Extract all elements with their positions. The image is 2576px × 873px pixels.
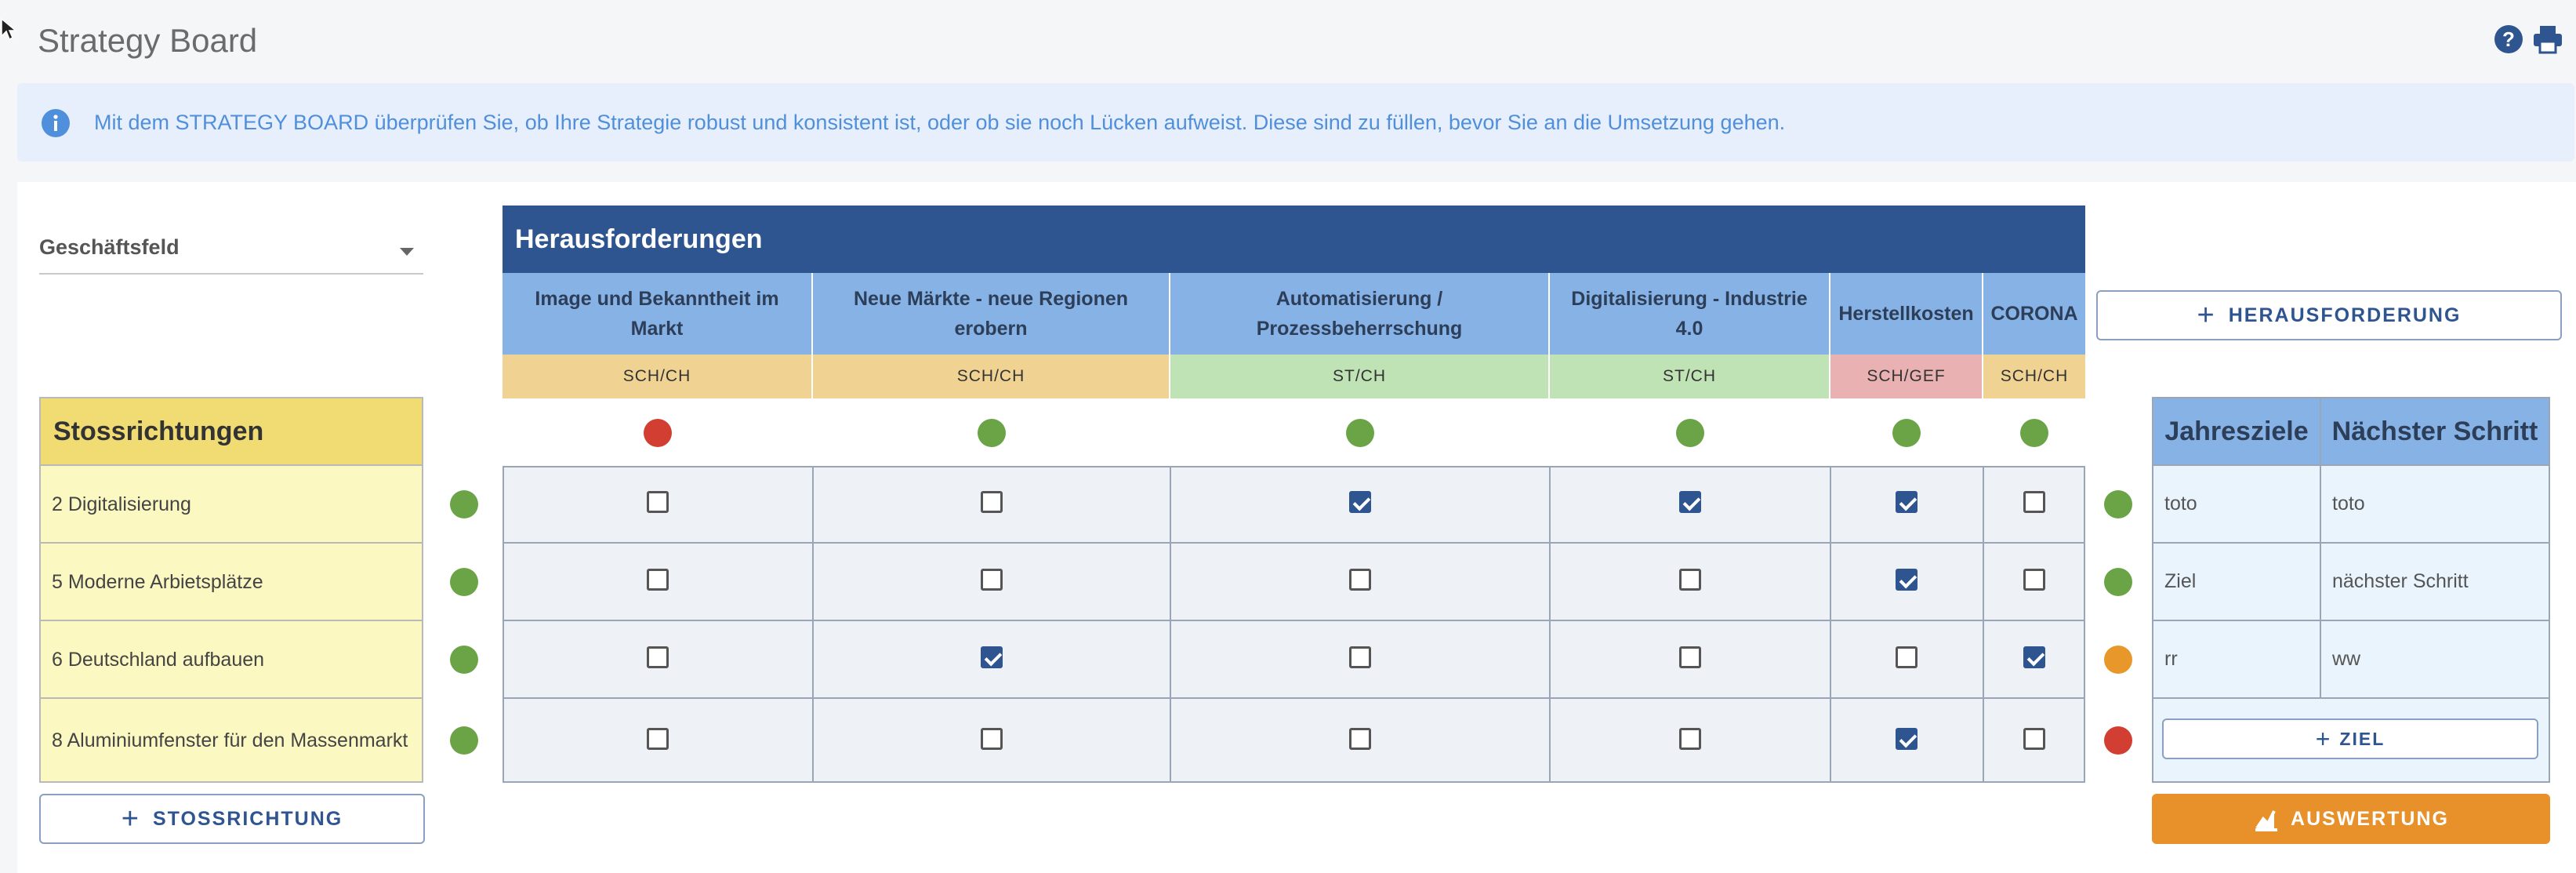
challenge-column-header[interactable]: Image und Bekanntheit im Markt	[503, 273, 813, 355]
add-goal-button[interactable]	[2162, 718, 2538, 759]
direction-status-dot	[450, 490, 478, 518]
challenge-column-header[interactable]: Herstellkosten	[1830, 273, 1983, 355]
matrix-checkbox[interactable]	[1896, 569, 1917, 591]
challenges-heading: Herausforderungen	[503, 206, 2085, 273]
matrix-checkbox[interactable]	[1896, 491, 1917, 513]
row-status-dot	[2104, 490, 2132, 518]
direction-row-label[interactable]: 8 Aluminiumfenster für den Massenmarkt	[39, 699, 423, 783]
matrix-checkbox[interactable]	[1349, 646, 1371, 668]
row-status-dot	[2104, 726, 2132, 755]
matrix-row	[503, 621, 2085, 699]
challenge-status-dot	[2020, 419, 2048, 447]
matrix-checkbox[interactable]	[647, 569, 669, 591]
next-step-cell[interactable]: toto	[2320, 466, 2550, 544]
matrix-checkbox[interactable]	[1679, 646, 1701, 668]
plus-icon: +	[121, 802, 140, 835]
challenge-status-dot	[1676, 419, 1704, 447]
matrix-divider	[1830, 466, 1831, 783]
printer-icon[interactable]	[2532, 24, 2563, 55]
matrix-checkbox[interactable]	[981, 728, 1003, 750]
challenge-column-header[interactable]: Automatisierung / Prozessbeherrschung	[1170, 273, 1550, 355]
challenge-column-header[interactable]: Digitalisierung - Industrie 4.0	[1550, 273, 1830, 355]
add-challenge-label: HERAUSFORDERUNG	[2228, 304, 2462, 326]
add-direction-button[interactable]	[39, 794, 425, 844]
plus-icon: +	[2315, 725, 2332, 753]
next-step-column-header: Nächster Schritt	[2320, 397, 2550, 466]
page-title: Strategy Board	[38, 22, 258, 59]
direction-status-dot	[450, 726, 478, 755]
plus-icon: +	[2197, 299, 2216, 332]
row-status-dot	[2104, 568, 2132, 596]
matrix-divider	[1983, 466, 1984, 783]
directions-heading: Stossrichtungen	[39, 397, 423, 466]
help-circle-icon[interactable]	[2493, 24, 2524, 55]
challenge-type-tag: SCH/CH	[813, 355, 1170, 398]
matrix-checkbox[interactable]	[2023, 491, 2045, 513]
challenge-type-tag: ST/CH	[1550, 355, 1830, 398]
challenge-status-dot	[978, 419, 1006, 447]
matrix-checkbox[interactable]	[647, 728, 669, 750]
goal-cell[interactable]: rr	[2152, 621, 2321, 699]
matrix-checkbox[interactable]	[1896, 728, 1917, 750]
matrix-divider	[1549, 466, 1551, 783]
matrix-divider	[812, 466, 814, 783]
mouse-pointer-icon	[0, 17, 17, 41]
add-goal-label: ZIEL	[2339, 728, 2386, 749]
caret-down-icon[interactable]	[400, 248, 414, 256]
goals-column-header: Jahresziele	[2152, 397, 2321, 466]
matrix-checkbox[interactable]	[981, 646, 1003, 668]
challenge-status-dot	[1892, 419, 1921, 447]
matrix-checkbox[interactable]	[1349, 491, 1371, 513]
challenge-type-tag: SCH/GEF	[1830, 355, 1983, 398]
evaluation-button[interactable]	[2152, 794, 2550, 844]
matrix-checkbox[interactable]	[647, 491, 669, 513]
challenge-type-tag: ST/CH	[1170, 355, 1550, 398]
direction-status-dot	[450, 646, 478, 674]
matrix-checkbox[interactable]	[981, 569, 1003, 591]
challenge-status-dot	[1346, 419, 1374, 447]
direction-row-label[interactable]: 5 Moderne Arbietsplätze	[39, 544, 423, 621]
add-challenge-button[interactable]	[2096, 290, 2562, 340]
matrix-checkbox[interactable]	[1349, 569, 1371, 591]
matrix-row	[503, 544, 2085, 621]
matrix-checkbox[interactable]	[1679, 491, 1701, 513]
matrix-divider	[1170, 466, 1171, 783]
business-field-select[interactable]	[39, 273, 423, 275]
goal-cell[interactable]: toto	[2152, 466, 2321, 544]
matrix-checkbox[interactable]	[981, 491, 1003, 513]
direction-status-dot	[450, 568, 478, 596]
matrix-checkbox[interactable]	[2023, 646, 2045, 668]
matrix-row	[503, 466, 2085, 544]
challenge-type-tag: SCH/CH	[1983, 355, 2085, 398]
matrix-checkbox[interactable]	[1896, 646, 1917, 668]
challenge-type-tag: SCH/CH	[503, 355, 813, 398]
goal-cell[interactable]: Ziel	[2152, 544, 2321, 621]
matrix-checkbox[interactable]	[1679, 728, 1701, 750]
info-circle-icon	[41, 108, 71, 138]
direction-row-label[interactable]: 2 Digitalisierung	[39, 466, 423, 544]
matrix-checkbox[interactable]	[1679, 569, 1701, 591]
row-status-dot	[2104, 646, 2132, 674]
business-field-select-label[interactable]: Geschäftsfeld	[39, 235, 180, 259]
info-text: Mit dem STRATEGY BOARD überprüfen Sie, ob Ihre Strategie robust und konsistent ist, oder ob sie noch Lücken aufweist. Diese sind zu füllen, bevor Sie an die Umsetzung gehen.	[94, 111, 1786, 134]
matrix-row	[503, 699, 2085, 783]
svg-text:?: ?	[2502, 27, 2515, 51]
matrix-checkbox[interactable]	[647, 646, 669, 668]
evaluation-label: AUSWERTUNG	[2291, 807, 2449, 830]
matrix-checkbox[interactable]	[2023, 569, 2045, 591]
challenge-column-header[interactable]: Neue Märkte - neue Regionen erobern	[813, 273, 1170, 355]
chart-icon	[2253, 806, 2280, 832]
challenge-status-dot	[644, 419, 672, 447]
direction-row-label[interactable]: 6 Deutschland aufbauen	[39, 621, 423, 699]
matrix-checkbox[interactable]	[2023, 728, 2045, 750]
matrix-checkbox[interactable]	[1349, 728, 1371, 750]
next-step-cell[interactable]: nächster Schritt	[2320, 544, 2550, 621]
challenge-column-header[interactable]: CORONA	[1983, 273, 2085, 355]
next-step-cell[interactable]: ww	[2320, 621, 2550, 699]
add-direction-label: STOSSRICHTUNG	[152, 807, 343, 830]
